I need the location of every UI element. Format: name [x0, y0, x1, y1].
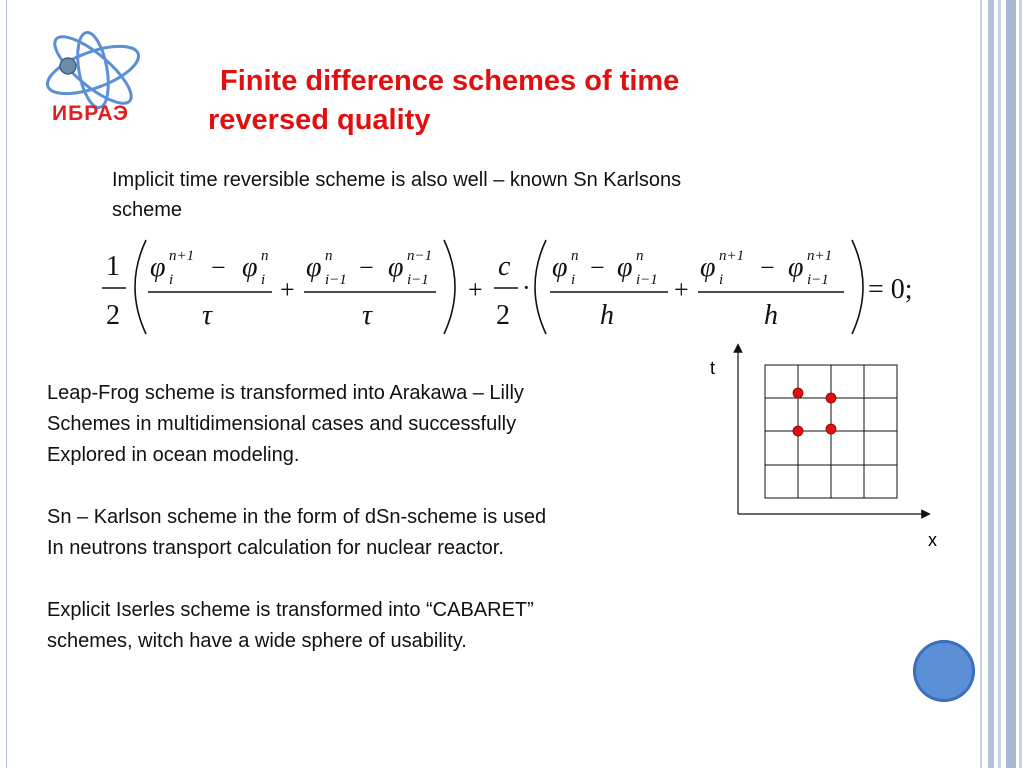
- svg-text:i: i: [261, 272, 266, 288]
- svg-text:n−1: n−1: [407, 248, 433, 264]
- logo-text: ИБРАЭ: [52, 102, 129, 125]
- svg-text:φ: φ: [700, 252, 716, 283]
- slide-left-border: [6, 0, 7, 768]
- stencil-point: [826, 424, 836, 434]
- stencil-point: [793, 426, 803, 436]
- slide-title: [208, 62, 808, 140]
- x-axis-label: x: [928, 530, 937, 550]
- formula-equals: = 0;: [868, 274, 913, 305]
- svg-text:−: −: [590, 253, 605, 282]
- svg-text:n: n: [636, 248, 644, 264]
- body-text: [47, 378, 727, 688]
- svg-text:h: h: [600, 300, 614, 331]
- title-line-2: reversed quality: [208, 104, 431, 136]
- formula-two: 2: [106, 300, 120, 331]
- svg-text:n: n: [571, 248, 579, 264]
- stencil-grid-diagram: [700, 340, 960, 560]
- svg-text:i−1: i−1: [636, 272, 658, 288]
- svg-text:n+1: n+1: [169, 248, 195, 264]
- decorative-circle: [913, 640, 975, 702]
- svg-text:i: i: [169, 272, 174, 288]
- svg-text:n: n: [261, 248, 269, 264]
- svg-text:i−1: i−1: [325, 272, 347, 288]
- paragraph-iserles: Explicit Iserles scheme is transformed into “CABARET” schemes, witch have a wide sphere of usability.: [47, 599, 534, 652]
- title-line-1: Finite difference schemes of time: [220, 65, 680, 97]
- svg-text:n: n: [325, 248, 333, 264]
- paragraph-leap-frog: Leap-Frog scheme is transformed into Arakawa – Lilly Schemes in multidimensional cases and successfully Explored in ocean modeling.: [47, 382, 524, 466]
- subtitle-line-1: Implicit time reversible scheme is also well – known Sn Karlsons: [112, 169, 682, 191]
- formula-one: 1: [106, 251, 120, 282]
- svg-text:τ: τ: [202, 300, 213, 331]
- svg-text:·: ·: [522, 273, 531, 302]
- svg-text:−: −: [211, 253, 226, 282]
- subtitle: [112, 165, 872, 225]
- svg-text:+: +: [280, 275, 295, 304]
- svg-text:φ: φ: [617, 252, 633, 283]
- svg-text:+: +: [468, 275, 483, 304]
- svg-text:−: −: [359, 253, 374, 282]
- svg-text:+: +: [674, 275, 689, 304]
- karlson-scheme-formula: [94, 232, 944, 342]
- t-axis-label: t: [710, 358, 716, 378]
- svg-text:φ: φ: [552, 252, 568, 283]
- svg-text:n+1: n+1: [719, 248, 745, 264]
- svg-text:i: i: [571, 272, 576, 288]
- formula-c: c: [498, 251, 511, 282]
- svg-text:n+1: n+1: [807, 248, 833, 264]
- svg-text:h: h: [764, 300, 778, 331]
- stencil-point: [793, 388, 803, 398]
- svg-text:τ: τ: [362, 300, 373, 331]
- stencil-point: [826, 393, 836, 403]
- svg-text:2: 2: [496, 300, 510, 331]
- svg-text:φ: φ: [388, 252, 404, 283]
- svg-text:φ: φ: [788, 252, 804, 283]
- svg-text:i−1: i−1: [807, 272, 829, 288]
- svg-text:−: −: [760, 253, 775, 282]
- svg-text:φ: φ: [242, 252, 258, 283]
- svg-text:i: i: [719, 272, 724, 288]
- svg-text:i−1: i−1: [407, 272, 429, 288]
- formula-phi: φ: [150, 252, 166, 283]
- slide-right-border: [978, 0, 1024, 768]
- paragraph-sn-karlson: Sn – Karlson scheme in the form of dSn-scheme is used In neutrons transport calculation for nuclear reactor.: [47, 506, 547, 559]
- svg-text:φ: φ: [306, 252, 322, 283]
- subtitle-line-2: scheme: [112, 199, 183, 221]
